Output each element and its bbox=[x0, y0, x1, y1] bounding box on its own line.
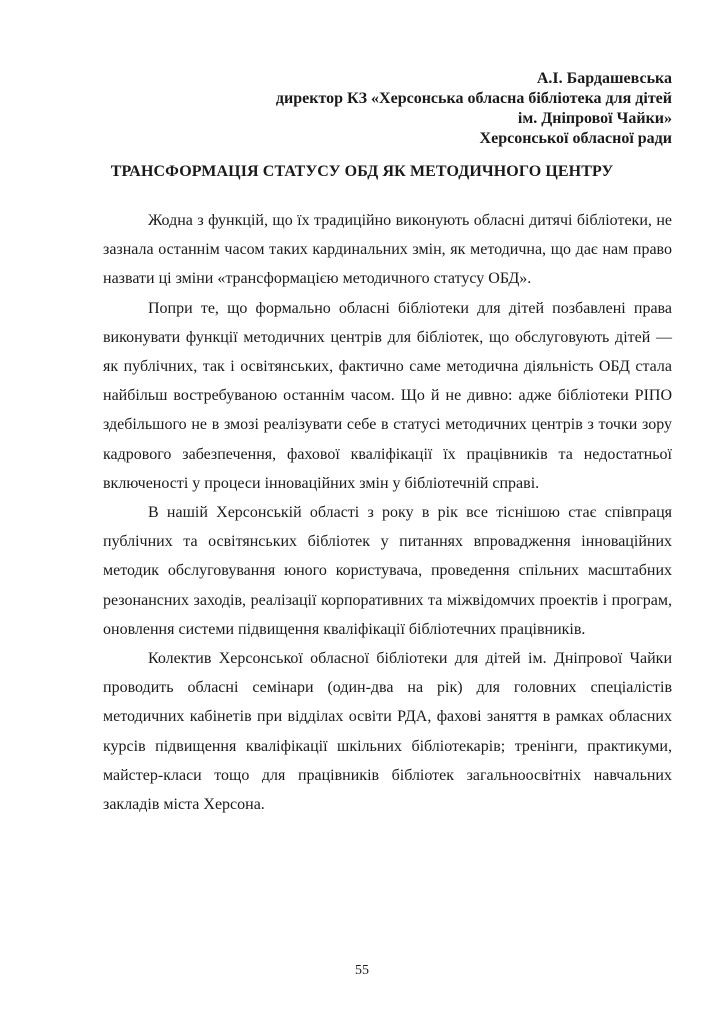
paragraph-1: Жодна з функцій, що їх традиційно виконують обласні дитячі бібліотеки, не зазнала останнім часом таких кардинальних змін, як методична, що дає нам право назвати ці зміни «трансформацією методичного статусу ОБД». bbox=[103, 212, 672, 288]
author-block bbox=[276, 69, 672, 149]
article-title: ТРАНСФОРМАЦІЯ СТАТУСУ ОБД ЯК МЕТОДИЧНОГО ЦЕНТРУ bbox=[110, 163, 614, 180]
page-number: 55 bbox=[355, 963, 369, 978]
author-position-line-2: ім. Дніпрової Чайки» bbox=[517, 110, 672, 127]
paragraph-4: Колектив Херсонської обласної бібліотеки для дітей ім. Дніпрової Чайки проводить обласні семінари (один-два на рік) для головних спеціалістів методичних кабінетів при відділах освіти РДА, фахові заняття в рамках обласних курсів підвищення кваліфікації шкільних бібліотекарів; тренінги, практикуми, майстер-класи тощо для працівників бібліотек загальноосвітніх навчальних закладів міста Херсона. bbox=[103, 650, 672, 814]
author-position-line-3: Херсонської обласної ради bbox=[479, 130, 672, 147]
paragraph-3: В нашій Херсонській області з року в рік все тіснішою стає співпраця публічних та освітянських бібліотек у питаннях впровадження інноваційних методик обслуговування юного користувача, проведення спільних масштабних резонансних заходів, реалізації корпоративних та міжвідомчих проектів і програм, оновлення системи підвищення кваліфікації бібліотечних працівників. bbox=[103, 504, 672, 638]
author-position-line-1: директор КЗ «Херсонська обласна бібліотека для дітей bbox=[275, 90, 672, 107]
article-body bbox=[103, 206, 672, 819]
author-name: А.І. Бардашевська bbox=[536, 70, 672, 87]
paragraph-2: Попри те, що формально обласні бібліотеки для дітей позбавлені права виконувати функції методичних центрів для бібліотек, що обслуговують дітей — як публічних, так і освітянських, фактично саме методична діяльність ОБД стала найбільш востребуваною останнім часом. Що й не дивно: адже бібліотеки РІПО здебільшого не в змозі реалізувати себе в статусі методичних центрів з точки зору кадрового забезпечення, фахової кваліфікації їх працівників та недостатньої включеності у процеси інноваційних змін у бібліотечній справі. bbox=[103, 299, 672, 492]
